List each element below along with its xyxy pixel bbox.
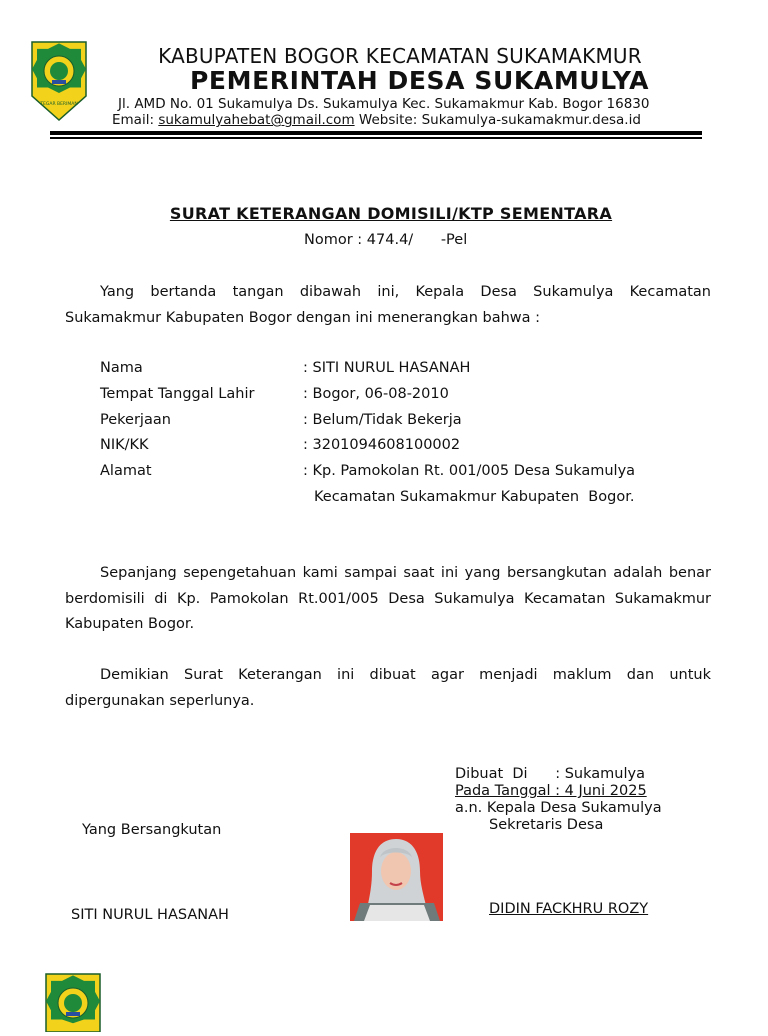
field-label-occupation: Pekerjaan [100,412,171,428]
date-of-issue: Pada Tanggal : 4 Juni 2025 [455,783,647,799]
website-label: Website: [358,112,418,128]
regency-heading: KABUPATEN BOGOR KECAMATAN SUKAMAKMUR [158,44,642,68]
regency-logo-footer [44,972,102,1032]
field-label-birth: Tempat Tanggal Lahir [100,386,255,402]
applicant-name: SITI NURUL HASANAH [71,907,229,923]
place-of-issue: Dibuat Di : Sukamulya [455,766,645,782]
field-value-name: : SITI NURUL HASANAH [303,360,471,376]
applicant-photo [350,833,443,921]
signer-position: Sekretaris Desa [489,817,604,833]
village-government-heading: PEMERINTAH DESA SUKAMULYA [190,66,650,95]
field-value-address: : Kp. Pamokolan Rt. 001/005 Desa Sukamulya [303,463,636,479]
domicile-statement: Sepanjang sepengetahuan kami sampai saat ini yang bersangkutan adalah benar berdomisili di Kp. Pamokolan Rt.001/005 Desa Sukamulya Kecamatan Sukamakmur Kabupaten Bogor. [65,565,711,632]
logo-motto: TEGAR BERIMAN [40,102,78,107]
field-label-name: Nama [100,360,143,376]
contact-line [112,112,641,128]
website-link[interactable]: Sukamulya-sukamakmur.desa.id [421,112,641,128]
on-behalf-of: a.n. Kepala Desa Sukamulya [455,800,662,816]
office-address: Jl. AMD No. 01 Sukamulya Ds. Sukamulya Kec. Sukamakmur Kab. Bogor 16830 [118,96,650,112]
field-value-birth: : Bogor, 06-08-2010 [303,386,449,402]
field-label-nik: NIK/KK [100,437,149,453]
intro-paragraph: Yang bertanda tangan dibawah ini, Kepala Desa Sukamulya Kecamatan Sukamakmur Kabupaten Bogor dengan ini menerangkan bahwa : [65,284,711,326]
header-rule-thick [50,131,702,135]
email-label: Email: [112,112,155,128]
closing-statement: Demikian Surat Keterangan ini dibuat agar menjadi maklum dan untuk dipergunakan seperlunya. [65,667,711,709]
field-value-nik: : 3201094608100002 [303,437,461,453]
document-title: SURAT KETERANGAN DOMISILI/KTP SEMENTARA [169,204,613,223]
email-link[interactable]: sukamulyahebat@gmail.com [158,112,355,128]
official-name: DIDIN FACKHRU ROZY [489,901,649,917]
applicant-label: Yang Bersangkutan [82,822,222,838]
field-value-address-cont: Kecamatan Sukamakmur Kabupaten Bogor. [314,489,635,505]
header-rule-thin [50,137,702,139]
document-number: Nomor : 474.4/ -Pel [304,232,468,248]
field-label-address: Alamat [100,463,152,479]
field-value-occupation: : Belum/Tidak Bekerja [303,412,462,428]
